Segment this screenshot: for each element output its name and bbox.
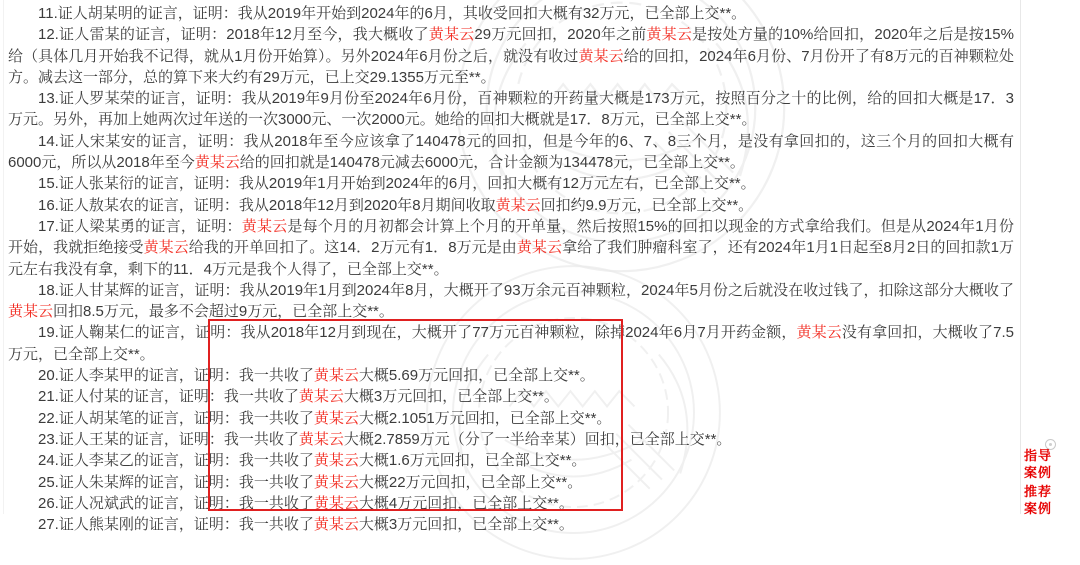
defendant-name: 黄某云 (578, 47, 624, 65)
testimony-text: 20.证人李某甲的证言，证明：我一共收了 (38, 367, 314, 385)
testimony-text: 18.证人甘某辉的证言，证明：我从2019年1月到2024年8月，大概开了93万余元百神颗粒，2024年5月份之后就没在收过钱了，扣除这部分大概收了 (38, 281, 1014, 299)
defendant-name: 黄某云 (313, 473, 359, 491)
testimony-paragraph (8, 493, 1014, 514)
testimony-paragraph (8, 131, 1014, 174)
defendant-name: 黄某云 (796, 324, 842, 342)
testimony-paragraph (8, 408, 1014, 429)
defendant-name: 黄某云 (495, 196, 541, 214)
testimony-paragraph (8, 3, 1014, 24)
testimony-text: 11.证人胡某明的证言，证明：我从2019年开始到2024年的6月，其收受回扣大概有32万元，已全部上交**。 (38, 5, 747, 22)
document-pane[interactable] (3, 0, 1021, 534)
testimony-text: 没有拿回扣，大概收了7.5万元，已全部上交**。 (8, 324, 1014, 363)
testimony-paragraph (8, 195, 1014, 216)
defendant-name: 黄某云 (313, 367, 359, 385)
testimony-text: 拿给了我们肿瘤科室了，还有2024年1月1日起至8月2日的回扣款1万元左右我没有拿，剩下的11．4万元是我个人得了，已全部上交**。 (8, 239, 1014, 278)
testimony-text: 27.证人熊某刚的证言，证明：我一共收了 (38, 516, 314, 534)
testimony-paragraph (8, 429, 1014, 450)
testimony-text: 大概22万元回扣，已全部上交**。 (358, 473, 583, 491)
testimony-text: 21.证人付某的证言，证明：我一共收了 (38, 388, 299, 406)
testimony-text: 12.证人雷某的证言，证明：2018年12月至今，我大概收了 (38, 26, 429, 44)
document-text (4, 0, 1020, 535)
defendant-name: 黄某云 (646, 26, 693, 44)
testimony-paragraph (8, 365, 1014, 386)
testimony-text: 19.证人鞠某仁的证言，证明：我从2018年12月到现在，大概开了77万元百神颗粒，除掉2024年6月7月开药金额， (38, 324, 797, 342)
testimony-paragraph (8, 216, 1014, 280)
testimony-text: 回扣8.5万元，最多不会超过9万元，已全部上交**。 (53, 303, 394, 321)
testimony-paragraph (8, 386, 1014, 407)
testimony-text: 大概3万元回扣，已全部上交**。 (343, 388, 559, 406)
testimony-text: 13.证人罗某荣的证言，证明：我从2019年9月份至2024年6月份，百神颗粒的开药量大概是173万元，按照百分之十的比例，给的回扣大概是17．3万元。另外，再加上她两次过年送的一次3000元、一次2000元。她给的回扣大概就是17．8万元，已全部上交**。 (8, 90, 1014, 129)
testimony-text: 大概1.6万元回扣，已全部上交**。 (358, 452, 587, 470)
testimony-text: 29万元回扣，2020年之前 (474, 26, 647, 44)
recommended-case-link[interactable]: 推荐案例 (1024, 484, 1053, 516)
testimony-text: 大概4万元回扣，已全部上交**。 (358, 494, 574, 512)
testimony-text: 给我的开单回扣了。这14．2万元有1．8万元是由 (188, 239, 517, 257)
defendant-name: 黄某云 (313, 409, 359, 427)
testimony-text: 14.证人宋某安的证言，证明：我从2018年至今应该拿了140478元的回扣，但是今年的6、7、8三个月，是没有拿回扣的，这三个月的回扣大概有6000元，所以从2018年至今 (8, 132, 1014, 172)
defendant-name: 黄某云 (143, 239, 189, 257)
defendant-name: 黄某云 (298, 388, 344, 406)
testimony-paragraph (8, 450, 1014, 471)
testimony-text: 大概3万元回扣，已全部上交**。 (358, 516, 574, 534)
testimony-text: 大概5.69万元回扣，已全部上交**。 (358, 367, 595, 385)
guidance-case-link[interactable]: 指导案例 (1024, 448, 1053, 480)
testimony-text: 24.证人李某乙的证言，证明：我一共收了 (38, 452, 314, 470)
testimony-text: 16.证人敖某农的证言，证明：我从2018年12月到2020年8月期间收取 (38, 196, 496, 214)
testimony-text: 给的回扣，2024年6月份、7月份开了有8万元的百神颗粒处方。减去这一部分，总的算下来大约有29万元，已上交29.1355万元至**。 (8, 47, 1014, 86)
testimony-text: 22.证人胡某笔的证言，证明：我一共收了 (38, 409, 314, 427)
testimony-paragraph (8, 88, 1014, 131)
defendant-name: 黄某云 (313, 452, 359, 470)
defendant-name: 黄某云 (194, 154, 240, 172)
defendant-name: 黄某云 (428, 26, 475, 44)
testimony-text: 26.证人况斌武的证言，证明：我一共收了 (38, 494, 314, 512)
testimony-text: 大概2.1051万元回扣，已全部上交**。 (358, 409, 612, 427)
testimony-paragraph (8, 322, 1014, 365)
testimony-text: 17.证人梁某勇的证言，证明： (38, 217, 242, 235)
defendant-name: 黄某云 (516, 239, 563, 257)
testimony-paragraph (8, 472, 1014, 493)
testimony-text: 是按处方量的10%给回扣，2020年之后是按15%给（具体几月开始我不记得，就从1月份开始算）。另外2024年6月份之后，就没有收过 (8, 26, 1014, 65)
defendant-name: 黄某云 (298, 430, 344, 448)
testimony-text: 是每个月的月初都会计算上个月的开单量，然后按照15%的回扣以现金的方式拿给我们。但是从2024年1月份开始，我就拒绝接受 (8, 217, 1014, 257)
testimony-text: 大概2.7859万元（分了一半给幸某）回扣，已全部上交**。 (343, 430, 732, 448)
testimony-paragraph (8, 514, 1014, 535)
testimony-paragraph (8, 173, 1014, 194)
margin-labels (1024, 448, 1076, 520)
testimony-paragraph (8, 280, 1014, 323)
testimony-text: 23.证人王某的证言，证明：我一共收了 (38, 430, 299, 448)
testimony-text: 15.证人张某衍的证言，证明：我从2019年1月开始到2024年的6月，回扣大概有12万元左右，已全部上交**。 (38, 175, 756, 193)
testimony-text: 25.证人朱某辉的证言，证明：我一共收了 (38, 473, 314, 491)
testimony-text: 给的回扣就是140478元减去6000元，合计金额为134478元，已全部上交**。 (239, 154, 745, 172)
defendant-name: 黄某云 (313, 516, 359, 534)
testimony-paragraph (8, 24, 1014, 88)
testimony-text: 回扣约9.9万元，已全部上交**。 (540, 196, 754, 214)
defendant-name: 黄某云 (313, 494, 359, 512)
defendant-name: 黄某云 (8, 303, 54, 321)
defendant-name: 黄某云 (241, 217, 288, 235)
